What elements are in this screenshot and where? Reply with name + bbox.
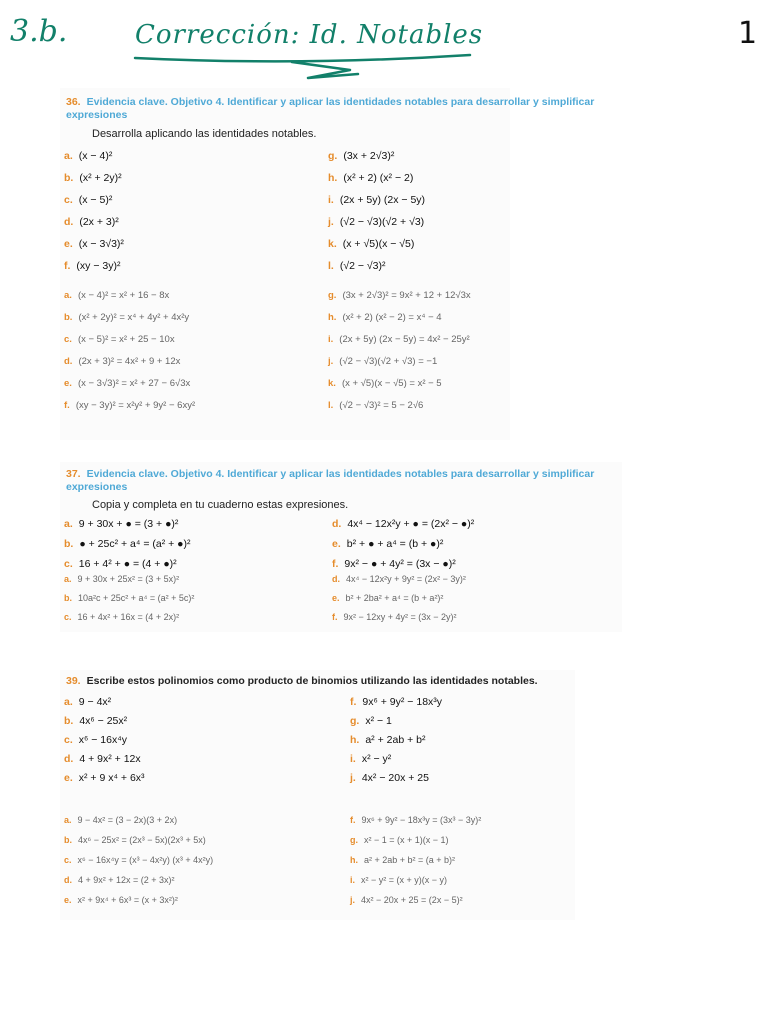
handwritten-code: 3.b. — [10, 14, 68, 49]
item-expression: a² + 2ab + b² = (a + b)² — [364, 855, 456, 865]
item-letter: l. — [328, 260, 334, 272]
item-expression: 4x² − 20x + 25 — [361, 772, 429, 784]
item-expression: (x − 3√3)² = x² + 27 − 6√3x — [77, 378, 191, 389]
item-letter: f. — [64, 260, 71, 272]
exercise-item — [350, 895, 463, 905]
item-expression: 9x⁶ + 9y² − 18x³y = (3x³ − 3y)² — [361, 815, 482, 825]
item-letter: b. — [64, 835, 72, 845]
item-expression: (x + √5)(x − √5) = x² − 5 — [341, 378, 442, 389]
exercise-item — [64, 150, 112, 162]
item-letter: a. — [64, 290, 72, 301]
exercise-item — [64, 356, 180, 367]
item-expression: 4x⁴ − 12x²y + ● = (2x² − ●)² — [347, 518, 475, 530]
item-expression: x² − y² — [361, 753, 392, 765]
exercise-item — [350, 875, 447, 885]
exercise-item — [350, 815, 481, 825]
item-expression: (x − 5)² = x² + 25 − 10x — [77, 334, 175, 345]
exercise-number: 39. — [66, 675, 81, 687]
item-expression: 4x⁶ − 25x² — [79, 715, 128, 727]
item-letter: f. — [350, 815, 356, 825]
item-expression: (x² + 2) (x² − 2) = x⁴ − 4 — [342, 312, 442, 323]
exercise-item — [64, 574, 179, 584]
item-letter: e. — [332, 538, 341, 550]
exercise-item — [64, 835, 206, 845]
item-letter: f. — [350, 696, 357, 708]
exercise-item — [64, 612, 179, 622]
exercise-item — [64, 715, 127, 727]
exercise-item — [328, 260, 386, 272]
item-letter: j. — [328, 356, 334, 367]
exercise-item — [328, 312, 442, 323]
exercise-heading — [66, 675, 586, 688]
item-expression: (x − 4)² — [78, 150, 113, 162]
handwritten-title: Corrección: Id. Notables — [135, 20, 484, 50]
exercise-item — [64, 290, 169, 301]
exercise-item — [64, 400, 195, 411]
item-letter: g. — [350, 835, 358, 845]
item-expression: a² + 2ab + b² — [365, 734, 426, 746]
item-expression: (xy − 3y)² — [76, 260, 121, 272]
exercise-item — [328, 150, 394, 162]
exercise-item — [350, 696, 442, 708]
item-letter: d. — [332, 518, 342, 530]
item-expression: 9x⁶ + 9y² − 18x³y — [362, 696, 443, 708]
exercise-item — [64, 216, 119, 228]
exercise-title: Evidencia clave. Objetivo 4. Identificar y aplicar las identidades notables para desarrollar y simplificar expresiones — [66, 468, 595, 493]
item-expression: 9x² − 12xy + 4y² = (3x − 2y)² — [343, 612, 457, 622]
exercise-item — [64, 875, 175, 885]
exercise-39 — [60, 670, 575, 920]
exercise-item — [64, 734, 127, 746]
exercise-item — [332, 574, 466, 584]
exercise-37 — [60, 462, 622, 632]
item-letter: e. — [64, 378, 72, 389]
item-expression: 9x² − ● + 4y² = (3x − ●)² — [344, 558, 456, 570]
item-letter: d. — [64, 875, 72, 885]
item-letter: h. — [328, 172, 338, 184]
item-expression: (2x + 3)² = 4x² + 9 + 12x — [78, 356, 181, 367]
item-expression: (xy − 3y)² = x²y² + 9y² − 6xy² — [75, 400, 196, 411]
item-letter: d. — [64, 753, 74, 765]
item-letter: f. — [332, 558, 339, 570]
item-letter: c. — [64, 334, 72, 345]
item-letter: c. — [64, 558, 73, 570]
exercise-item — [350, 734, 425, 746]
exercise-heading — [66, 468, 626, 494]
item-letter: b. — [64, 715, 74, 727]
exercise-item — [328, 334, 470, 345]
exercise-item — [332, 538, 443, 550]
item-expression: 16 + 4² + ● = (4 + ●)² — [78, 558, 177, 570]
item-expression: x² + 9x⁴ + 6x³ = (x + 3x²)² — [77, 895, 178, 905]
exercise-item — [328, 290, 471, 301]
item-letter: l. — [328, 400, 334, 411]
exercise-item — [328, 400, 423, 411]
item-letter: c. — [64, 855, 72, 865]
item-letter: h. — [350, 855, 358, 865]
item-expression: (2x + 5y) (2x − 5y) — [339, 194, 426, 206]
exercise-item — [64, 312, 189, 323]
exercise-item — [328, 356, 437, 367]
exercise-item — [350, 753, 391, 765]
item-letter: d. — [64, 216, 74, 228]
exercise-item — [350, 715, 392, 727]
item-expression: (√2 − √3)(√2 + √3) — [339, 216, 425, 228]
item-expression: (2x + 3)² — [79, 216, 119, 228]
exercise-item — [64, 855, 213, 865]
exercise-item — [64, 815, 177, 825]
exercise-36 — [60, 88, 595, 440]
item-letter: a. — [64, 815, 72, 825]
item-expression: (x − 4)² = x² + 16 − 8x — [77, 290, 170, 301]
item-letter: e. — [64, 238, 73, 250]
item-letter: j. — [350, 895, 356, 905]
item-letter: b. — [64, 312, 73, 323]
item-expression: b² + 2ba² + a⁴ = (b + a²)² — [345, 593, 444, 603]
item-expression: 9 − 4x² = (3 − 2x)(3 + 2x) — [77, 815, 178, 825]
item-letter: k. — [328, 378, 336, 389]
item-letter: b. — [64, 593, 72, 603]
exercise-item — [64, 753, 141, 765]
item-expression: (3x + 2√3)² — [343, 150, 395, 162]
item-expression: 9 + 30x + ● = (3 + ●)² — [78, 518, 179, 530]
exercise-item — [64, 378, 190, 389]
item-expression: (√2 − √3)² = 5 − 2√6 — [339, 400, 424, 411]
item-letter: g. — [328, 150, 338, 162]
item-expression: x⁶ − 16x⁴y — [78, 734, 127, 746]
exercise-item — [332, 518, 474, 530]
item-expression: (x + √5)(x − √5) — [342, 238, 415, 250]
item-letter: c. — [64, 612, 72, 622]
item-expression: x² − 1 = (x + 1)(x − 1) — [364, 835, 449, 845]
exercise-item — [350, 835, 449, 845]
item-letter: i. — [350, 875, 356, 885]
exercise-item — [64, 538, 191, 550]
item-letter: d. — [332, 574, 340, 584]
item-expression: (x − 3√3)² — [78, 238, 124, 250]
exercise-title: Escribe estos polinomios como producto de binomios utilizando las identidades notables. — [86, 675, 538, 687]
exercise-instruction: Copia y completa en tu cuaderno estas expresiones. — [92, 499, 349, 511]
item-expression: b² + ● + a⁴ = (b + ●)² — [346, 538, 444, 550]
item-letter: j. — [350, 772, 356, 784]
item-letter: f. — [332, 612, 338, 622]
exercise-item — [328, 216, 424, 228]
item-letter: a. — [64, 518, 73, 530]
exercise-number: 36. — [66, 96, 81, 108]
item-expression: 4x² − 20x + 25 = (2x − 5)² — [361, 895, 463, 905]
item-letter: f. — [64, 400, 70, 411]
item-expression: 16 + 4x² + 16x = (4 + 2x)² — [77, 612, 180, 622]
exercise-item — [64, 172, 122, 184]
item-expression: 4 + 9x² + 12x = (2 + 3x)² — [78, 875, 175, 885]
exercise-item — [332, 593, 443, 603]
item-expression: x² + 9 x⁴ + 6x³ — [78, 772, 145, 784]
exercise-item — [64, 772, 145, 784]
exercise-item — [328, 194, 425, 206]
item-letter: b. — [64, 538, 74, 550]
item-expression: (3x + 2√3)² = 9x² + 12 + 12√3x — [342, 290, 471, 301]
exercise-item — [64, 593, 194, 603]
exercise-instruction: Desarrolla aplicando las identidades notables. — [92, 128, 317, 140]
exercise-heading — [66, 96, 646, 122]
exercise-item — [64, 334, 175, 345]
exercise-item — [332, 612, 457, 622]
item-letter: i. — [328, 194, 334, 206]
exercise-item — [64, 238, 124, 250]
item-expression: 9 + 30x + 25x² = (3 + 5x)² — [77, 574, 180, 584]
item-expression: 4 + 9x² + 12x — [79, 753, 141, 765]
item-letter: e. — [332, 593, 340, 603]
item-expression: (2x + 5y) (2x − 5y) = 4x² − 25y² — [339, 334, 470, 345]
item-expression: x² − y² = (x + y)(x − y) — [361, 875, 448, 885]
item-letter: k. — [328, 238, 337, 250]
item-letter: d. — [64, 356, 73, 367]
item-letter: e. — [64, 895, 72, 905]
item-letter: a. — [64, 574, 72, 584]
exercise-title: Evidencia clave. Objetivo 4. Identificar y aplicar las identidades notables para desarrollar y simplificar expresiones — [66, 96, 595, 121]
item-expression: 4x⁶ − 25x² = (2x³ − 5x)(2x³ + 5x) — [78, 835, 206, 845]
exercise-item — [350, 772, 429, 784]
exercise-item — [64, 696, 111, 708]
item-letter: a. — [64, 696, 73, 708]
item-letter: h. — [328, 312, 337, 323]
item-expression: (√2 − √3)(√2 + √3) = −1 — [339, 356, 438, 367]
item-letter: g. — [328, 290, 337, 301]
exercise-item — [64, 558, 177, 570]
item-expression: 4x⁴ − 12x²y + 9y² = (2x² − 3y)² — [346, 574, 466, 584]
item-expression: (x − 5)² — [78, 194, 113, 206]
item-letter: c. — [64, 734, 73, 746]
item-letter: a. — [64, 150, 73, 162]
exercise-item — [328, 238, 414, 250]
exercise-item — [328, 378, 442, 389]
exercise-item — [64, 260, 120, 272]
item-letter: g. — [350, 715, 360, 727]
item-expression: x² − 1 — [365, 715, 392, 727]
exercise-number: 37. — [66, 468, 81, 480]
exercise-item — [64, 518, 178, 530]
item-letter: i. — [328, 334, 334, 345]
item-expression: (x² + 2y)² — [79, 172, 122, 184]
item-expression: (x² + 2y)² = x⁴ + 4y² + 4x²y — [78, 312, 190, 323]
exercise-item — [64, 194, 112, 206]
item-expression: ● + 25c² + a⁴ = (a² + ●)² — [79, 538, 191, 550]
item-expression: x⁶ − 16x⁴y = (x³ − 4x²y) (x³ + 4x²y) — [77, 855, 214, 865]
exercise-item — [350, 855, 455, 865]
exercise-item — [64, 895, 178, 905]
item-expression: 9 − 4x² — [78, 696, 112, 708]
item-letter: i. — [350, 753, 356, 765]
item-expression: (x² + 2) (x² − 2) — [343, 172, 414, 184]
item-letter: j. — [328, 216, 334, 228]
exercise-item — [332, 558, 456, 570]
item-expression: (√2 − √3)² — [339, 260, 386, 272]
item-letter: b. — [64, 172, 74, 184]
exercise-item — [328, 172, 413, 184]
item-letter: e. — [64, 772, 73, 784]
item-expression: 10a²c + 25c² + a⁴ = (a² + 5c)² — [78, 593, 195, 603]
item-letter: h. — [350, 734, 360, 746]
item-letter: c. — [64, 194, 73, 206]
handwritten-page-number: 1 — [738, 16, 758, 51]
